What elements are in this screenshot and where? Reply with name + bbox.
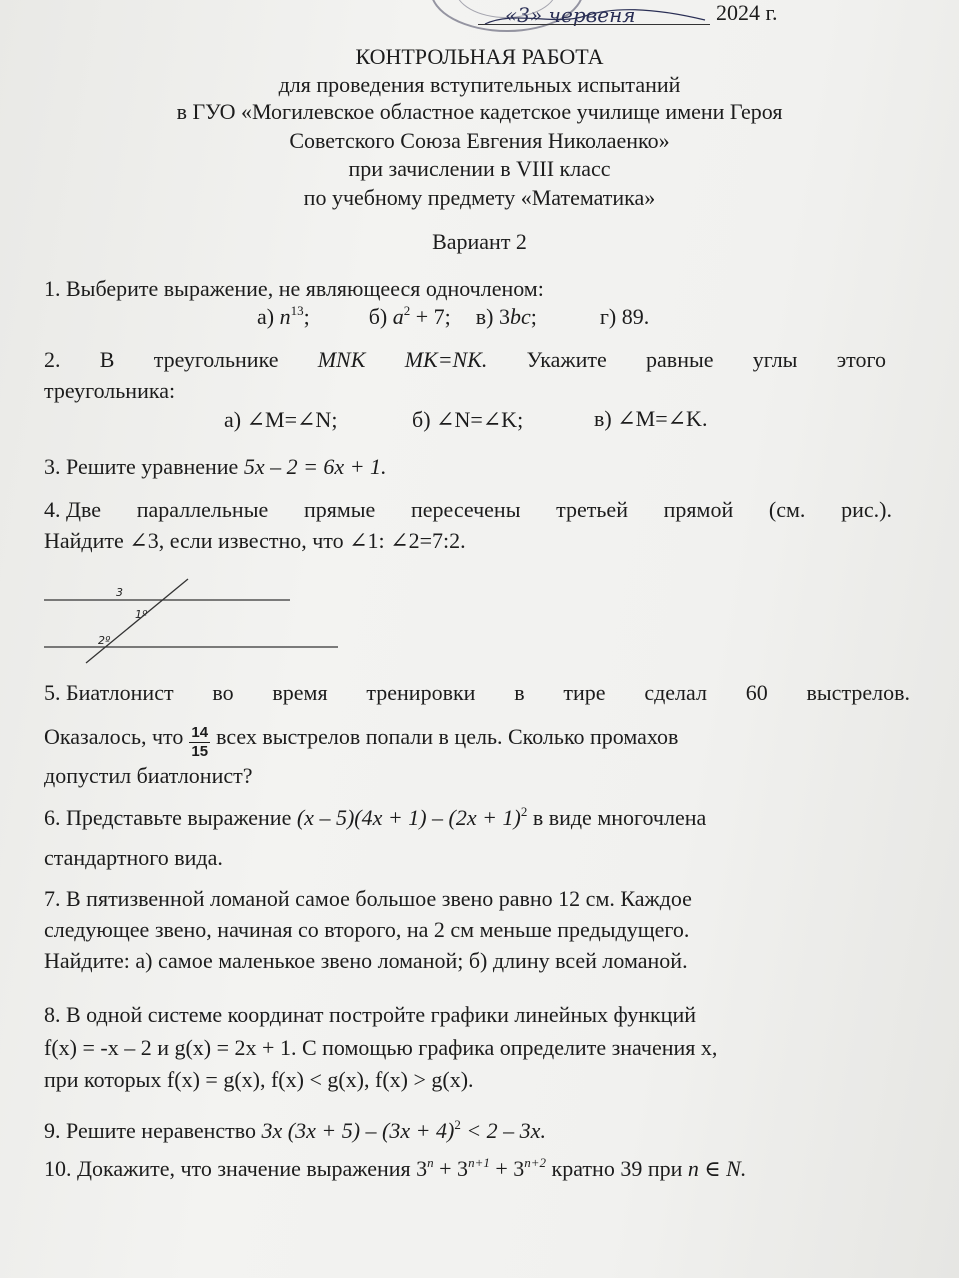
document-title: КОНТРОЛЬНАЯ РАБОТА: [355, 44, 604, 69]
task-10-expression: $3^n + 3^{n+1} + 3^{n+2}$: [416, 1155, 547, 1181]
task-6-line-2: стандартного вида.: [44, 845, 223, 870]
fraction-14-15: $\frac{14}{15}$: [191, 724, 209, 760]
task-2-line-1: 2. В треугольнике MNK MK=NK. Укажите равные углы этого: [44, 347, 886, 372]
task-8-line-2: f(x) = -x – 2 и g(x) = 2x + 1. С помощью графика определите значения x,: [44, 1035, 718, 1060]
task-3: 3. Решите уравнение 5x – 2 = 6x + 1.: [44, 454, 387, 479]
task-4-line-1: 4. Две параллельные прямые пересечены третьей прямой (см. рис.).: [44, 497, 892, 522]
task-9: 9. Решите неравенство 3x $(3x + 5) - (3x + 4)^2 < 2 - 3x$.: [44, 1117, 546, 1143]
task-1-options: [257, 304, 649, 330]
task-1-option-d: г) 89.: [599, 304, 650, 329]
date-underline: [478, 24, 710, 25]
task-2-option-b: б) ∠N=∠K;: [412, 407, 524, 432]
task-2-line-2: треугольника:: [44, 378, 176, 403]
task-1-option-a: а) $n^{13}$;: [257, 303, 310, 329]
task-4-line-2: Найдите ∠3, если известно, что ∠1: ∠2=7:2.: [44, 528, 466, 553]
title-grade: при зачислении в VIII класс: [348, 156, 611, 181]
task-7-line-1: 7. В пятизвенной ломаной самое большое звено равно 12 см. Каждое: [44, 886, 692, 911]
task-8-line-1: 8. В одной системе координат постройте графики линейных функций: [44, 1002, 696, 1027]
variant-label: Вариант 2: [432, 229, 527, 254]
task-7-line-3: Найдите: а) самое маленькое звено ломаной; б) длину всей ломаной.: [44, 948, 688, 973]
stamp-date: «3» червеня: [505, 3, 636, 27]
task-7-line-2: следующее звено, начиная со второго, на 2 см меньше предыдущего.: [44, 917, 690, 942]
angle-2-label: 2º: [98, 634, 111, 647]
task-5-line-3: допустил биатлонист?: [44, 763, 253, 788]
task-1-option-b: б) $a^2 + 7$;: [368, 303, 451, 329]
task-1-option-c: в) 3bc;: [475, 304, 537, 329]
task-10: 10. Докажите, что значение выражения $3^n + 3^{n+1} + 3^{n+2}$ кратно 39 при n ∈ N.: [44, 1155, 747, 1181]
task-9-inequality: 3x (3x + 5) – (3x + 4): [261, 1118, 455, 1143]
task-6-line-1: 6. Представьте выражение $(x - 5)(4x + 1) - (2x + 1)^2$ в виде многочлена: [44, 804, 707, 830]
title-subject: по учебному предмету «Математика»: [303, 185, 656, 210]
task-2-option-a: а) ∠M=∠N;: [224, 407, 338, 432]
task-8-line-3: при которых f(x) = g(x), f(x) < g(x), f(x) > g(x).: [44, 1067, 474, 1092]
transversal-line: [86, 579, 188, 663]
title-institution-cont: Советского Союза Евгения Николаенко»: [289, 128, 670, 153]
angle-3-label: 3: [116, 586, 123, 599]
task-1-text: 1. Выберите выражение, не являющееся одночленом:: [44, 276, 544, 301]
task-6-expression: (x – 5)(4x + 1) – (2x + 1): [296, 805, 521, 830]
task-5-line-1: 5. Биатлонист во время тренировки в тире сделал 60 выстрелов.: [44, 680, 910, 705]
task-3-equation: 5x – 2 = 6x + 1.: [243, 454, 387, 479]
parallel-lines-figure: [40, 575, 350, 675]
date-year: 2024 г.: [716, 0, 778, 25]
task-2-option-c: в) ∠M=∠K.: [594, 406, 708, 431]
angle-1-label: 1º: [135, 608, 148, 621]
title-institution: в ГУО «Могилевское областное кадетское училище имени Героя: [176, 99, 783, 124]
task-5-line-2: Оказалось, что $\frac{14}{15}$ всех выстрелов попали в цель. Сколько промахов: [44, 724, 679, 760]
title-purpose: для проведения вступительных испытаний: [278, 72, 681, 97]
